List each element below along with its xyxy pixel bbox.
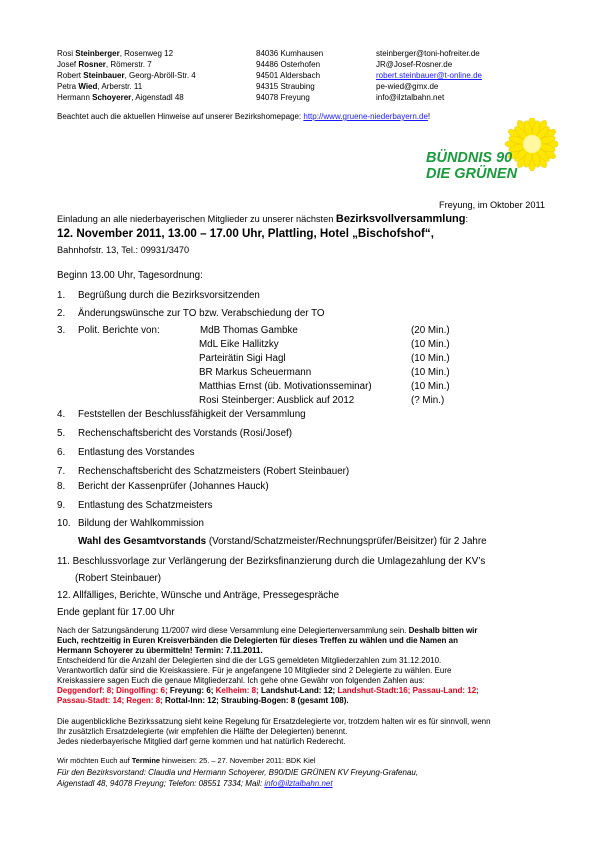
dates-text: Wir möchten Euch auf [57,756,132,765]
report-speaker: Parteirätin Sigi Hagl [199,353,286,364]
agenda-item-12: 12. Allfälliges, Berichte, Wünsche und Anträge, Pressegespräche [57,590,340,601]
report-speaker: BR Markus Scheuermann [199,367,312,378]
dates-detail: hinweisen: 25. – 27. November 2011: BDK Kiel [159,756,316,765]
report-speaker: Matthias Ernst (üb. Motivationsseminar) [199,381,372,392]
dates-notice [57,756,316,765]
delegate-para-line: Verantwortlich dafür sind die Kreiskassiere. Für je angefangene 10 Mitglieder sind 2 Delegierte zu wählen. Eure [57,666,452,675]
agenda-start: Beginn 13.00 Uhr, Tagesordnung: [57,270,203,281]
agenda-item-11-sub: (Robert Steinbauer) [75,573,162,584]
count-red: Passau-Stadt: 14; Regen: 8; [57,696,166,705]
contact-email: pe-wied@gmx.de [376,82,439,91]
agenda-item: Bericht der Kassenprüfer (Johannes Hauck) [78,481,269,492]
count-black: Landshut-Land: 12; [261,686,338,695]
agenda-number: 8. [57,481,66,492]
delegate-para-line: Entscheidend für die Anzahl der Delegierten sind die der LGS gemeldeten Mitgliederzahlen zum 31.12.2010. [57,656,442,665]
para-bold: Deshalb bitten wir [408,626,478,635]
footer-line [57,779,333,788]
substitute-para-line: Die augenblickliche Bezirkssatzung sieht keine Regelung für Ersatzdelegierte vor, trotzdem halten wir es für sinnvoll, wenn [57,717,491,726]
delegate-para-line: Hermann Schoyerer zu übermitteln! Termin: 7.11.2011. [57,646,263,655]
agenda-item: Feststellen der Beschlussfähigkeit der Versammlung [78,409,306,420]
end-time: Ende geplant für 17.00 Uhr [57,607,175,618]
election-detail: (Vorstand/Schatzmeister/Rechnungsprüfer/Beisitzer) für 2 Jahre [206,536,487,547]
contact-first: Rosi [57,49,76,58]
event-line: 12. November 2011, 13.00 – 17.00 Uhr, Plattling, Hotel „Bischofshof“, [57,227,434,240]
substitute-para-line: Jedes niederbayerische Mitglied darf gerne kommen und hat natürlich Rederecht. [57,737,346,746]
contact-row [57,93,184,102]
invitation-line [57,213,468,225]
agenda-number: 5. [57,428,66,439]
report-duration: (? Min.) [411,395,445,406]
venue-address: Bahnhofstr. 13, Tel.: 09931/3470 [57,245,190,255]
contact-street: , Rosenweg 12 [119,49,174,58]
delegate-para-line: Euch, rechtzeitig in Euren Kreisverbänden die Delegierten für dieses Treffen zu wählen und die Namen an [57,636,458,645]
report-speaker: Rosi Steinberger: Ausblick auf 2012 [199,395,355,406]
contact-first: Robert [57,71,84,80]
contact-city: 94486 Osterhofen [256,60,321,69]
contact-email-link[interactable]: robert.steinbauer@t-online.de [376,71,482,80]
footer-line: Für den Bezirksvorstand: Claudia und Hermann Schoyerer, B90/DIE GRÜNEN KV Freyung-Grafenau, [57,768,419,777]
contact-surname: Steinberger [75,49,120,58]
report-duration: (10 Min.) [411,339,450,350]
agenda-item-11: 11. Beschlussvorlage zur Verlängerung der Bezirksfinanzierung durch die Umlagezahlung der KV’s [57,556,486,567]
contact-street: , Aigenstadl 48 [131,93,184,102]
contact-street: , Georg-Abröll-Str. 4 [124,71,196,80]
count-red: Landshut-Stadt:16; Passau-Land: 12; [337,686,479,695]
para-text: Nach der Satzungsänderung 11/2007 wird diese Versammlung eine Delegiertenversammlung sein. [57,626,409,635]
contact-row [57,60,152,69]
report-duration: (10 Min.) [411,367,450,378]
agenda-number: 2. [57,308,66,319]
report-speaker: MdB Thomas Gambke [200,325,298,336]
contact-first: Petra [57,82,79,91]
date-line: Freyung, im Oktober 2011 [438,200,545,210]
contact-first: Josef [57,60,79,69]
count-black: Freyung: 6; [169,686,216,695]
agenda-number: 10. [57,518,71,529]
contact-row [57,49,173,58]
contact-email: JR@Josef-Rosner.de [376,60,453,69]
homepage-link[interactable]: http://www.gruene-niederbayern.de [303,112,428,121]
contact-row [57,82,142,91]
sunflower-icon [426,118,558,193]
delegate-counts [57,696,349,705]
logo-line1: BÜNDNIS 90 [426,150,513,166]
contact-email: info@ilztalbahn.net [376,93,445,102]
count-red: Deggendorf: 8; Dingolfing: 6; [57,686,170,695]
delegate-para-line [57,626,478,635]
agenda-item: Änderungswünsche zur TO bzw. Verabschiedung der TO [78,308,325,319]
report-duration: (20 Min.) [411,325,450,336]
report-duration: (10 Min.) [411,381,450,392]
footer-mail-link[interactable]: info@ilztalbahn.net [264,779,333,788]
report-duration: (10 Min.) [411,353,450,364]
count-black: Rottal-Inn: 12; Straubing-Bogen: 8 (gesamt 108). [165,696,349,705]
contact-city: 94501 Aldersbach [256,71,321,80]
notice-text: Beachtet auch die aktuellen Hinweise auf unserer Bezirkshomepage: [57,112,304,121]
contact-surname: Schoyerer [92,93,132,102]
count-red: Kelheim: 8; [215,686,261,695]
agenda-item: Rechenschaftsbericht des Schatzmeisters (Robert Steinbauer) [78,466,350,477]
logo-line2: DIE GRÜNEN [426,166,518,182]
contact-city: 94078 Freyung [256,93,310,102]
notice-suffix: ! [427,112,431,121]
invitation-colon: : [465,214,469,224]
agenda-item: Polit. Berichte von: [78,325,160,336]
dates-bold: Termine [131,756,160,765]
agenda-item: Begrüßung durch die Bezirksvorsitzenden [78,290,260,301]
agenda-number: 4. [57,409,66,420]
contact-surname: Steinbauer [83,71,125,80]
contact-row [57,71,196,80]
homepage-notice [57,112,430,121]
agenda-item: Entlastung des Vorstandes [78,447,195,458]
agenda-number: 6. [57,447,66,458]
contact-street: , Römerstr. 7 [105,60,152,69]
delegate-para-line: Kreiskassiere sagen Euch die genaue Mitgliederzahl. Ich gehe ohne Gewähr von folgenden Zahlen aus: [57,676,425,685]
invitation-text: Einladung an alle niederbayerischen Mitglieder zu unserer nächsten [57,214,336,224]
delegate-counts [57,686,479,695]
report-speaker: MdL Eike Hallitzky [199,339,279,350]
footer-text: Aigenstadl 48, 94078 Freyung; Telefon: 08551 7334; Mail: [57,779,265,788]
substitute-para-line: Ihr zusätzlich Ersatzdelegierte (wir empfehlen die Hälfte der Delegierten) benennt. [57,727,348,736]
contact-first: Hermann [57,93,93,102]
contact-city: 84036 Kumhausen [256,49,324,58]
contact-street: , Arberstr. 11 [97,82,143,91]
contact-surname: Wied [78,82,98,91]
agenda-number: 7. [57,466,66,477]
assembly-name: Bezirksvollversammlung [335,213,466,225]
election-title: Wahl des Gesamtvorstands [78,536,207,547]
election-line [78,536,487,547]
agenda-item: Entlastung des Schatzmeisters [78,500,213,511]
agenda-item: Bildung der Wahlkommission [78,518,204,529]
agenda-number: 9. [57,500,66,511]
contact-surname: Rosner [78,60,106,69]
agenda-item: Rechenschaftsbericht des Vorstands (Rosi/Josef) [78,428,293,439]
agenda-number: 1. [57,290,66,301]
contact-city: 94315 Straubing [256,82,315,91]
agenda-number: 3. [57,325,66,336]
party-logo [426,118,558,193]
contact-email: steinberger@toni-hofreiter.de [376,49,480,58]
